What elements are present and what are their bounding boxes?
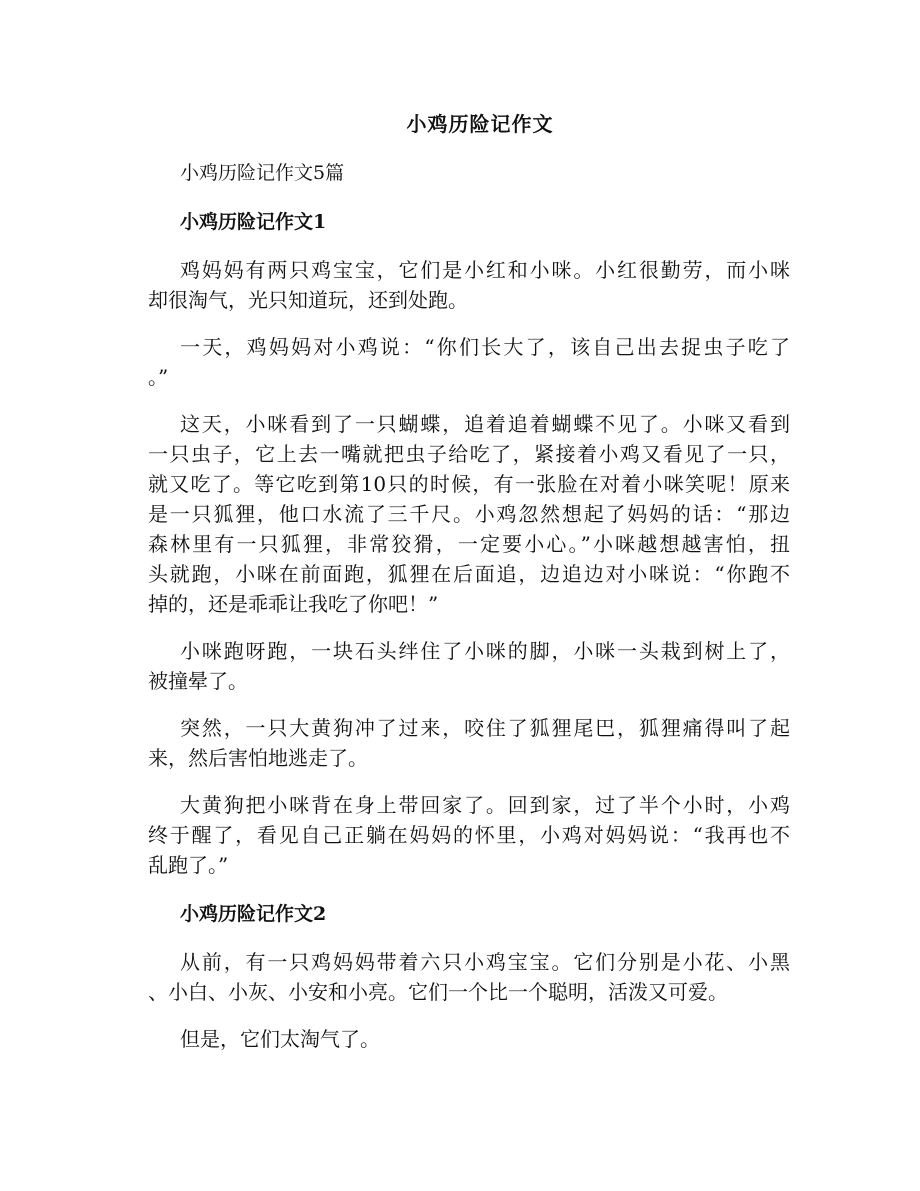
paragraph-line: 就又吃了。等它吃到第10只的时候，有一张脸在对着小咪笑呢！原来 — [148, 472, 790, 496]
paragraph-line: 乱跑了。” — [148, 853, 229, 877]
document-title: 小鸡历险记作文 — [406, 112, 554, 136]
paragraph — [148, 636, 790, 696]
paragraph-line: 但是，它们太淘气了。 — [180, 1027, 380, 1051]
paragraph — [148, 1024, 790, 1054]
paragraph-line: 森林里有一只狐狸，非常狡猾，一定要小心。”小咪越想越害怕，扭 — [148, 532, 790, 556]
paragraph-line: 掉的，还是乖乖让我吃了你吧！” — [148, 592, 439, 616]
paragraph-line: 大黄狗把小咪背在身上带回家了。回到家，过了半个小时，小鸡 — [180, 793, 790, 817]
document-subtitle: 小鸡历险记作文5篇 — [180, 162, 345, 184]
paragraph-line: 从前，有一只鸡妈妈带着六只小鸡宝宝。它们分别是小花、小黑 — [180, 950, 790, 974]
paragraph-line: 却很淘气，光只知道玩，还到处跑。 — [148, 288, 468, 312]
paragraph — [148, 790, 790, 880]
paragraph-line: 突然，一只大黄狗冲了过来，咬住了狐狸尾巴，狐狸痛得叫了起 — [180, 716, 790, 740]
paragraph-line: 这天，小咪看到了一只蝴蝶，追着追着蝴蝶不见了。小咪又看到 — [180, 412, 790, 436]
paragraph — [148, 713, 790, 773]
paragraph-line: 。” — [148, 365, 169, 389]
paragraph-line: 小咪跑呀跑，一块石头绊住了小咪的脚，小咪一头栽到树上了， — [180, 639, 790, 663]
paragraph-line: 终于醒了，看见自己正躺在妈妈的怀里，小鸡对妈妈说：“我再也不 — [148, 823, 790, 847]
section-heading: 小鸡历险记作文2 — [180, 903, 327, 925]
paragraph-line: 一天，鸡妈妈对小鸡说：“你们长大了，该自己出去捉虫子吃了 — [180, 335, 790, 359]
paragraph — [148, 409, 790, 619]
paragraph — [148, 947, 790, 1007]
paragraph-line: 鸡妈妈有两只鸡宝宝，它们是小红和小咪。小红很勤劳，而小咪 — [180, 258, 790, 282]
paragraph-line: 被撞晕了。 — [148, 669, 248, 693]
paragraph — [148, 332, 790, 392]
paragraph-line: 头就跑，小咪在前面跑，狐狸在后面追，边追边对小咪说：“你跑不 — [148, 562, 790, 586]
paragraph-line: 来，然后害怕地逃走了。 — [148, 746, 368, 770]
document-body — [148, 158, 790, 1054]
paragraph-line: 、小白、小灰、小安和小亮。它们一个比一个聪明，活泼又可爱。 — [148, 980, 728, 1004]
paragraph-line: 是一只狐狸，他口水流了三千尺。小鸡忽然想起了妈妈的话：“那边 — [148, 502, 790, 526]
paragraph — [148, 255, 790, 315]
paragraph-line: 一只虫子，它上去一嘴就把虫子给吃了，紧接着小鸡又看见了一只， — [148, 442, 790, 466]
section-heading: 小鸡历险记作文1 — [180, 211, 327, 233]
